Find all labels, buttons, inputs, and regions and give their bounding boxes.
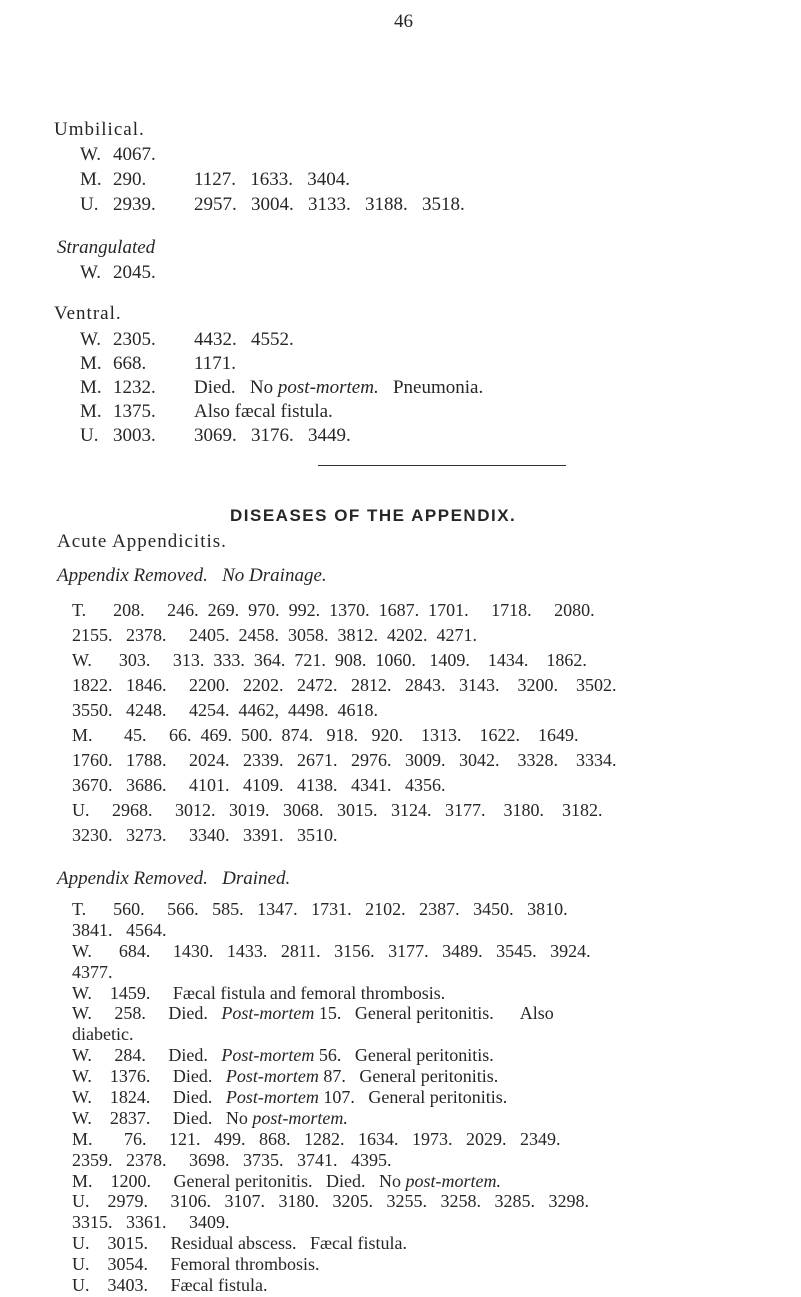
no-drainage-line: T. 208. 246. 269. 970. 992. 1370. 1687. 1701. 1718. 2080. [72,600,595,620]
drained-heading: Appendix Removed. Drained. [57,868,291,889]
drained-line: M. 1200. General peritonitis. Died. No post-mortem. [72,1171,501,1191]
ventral-rest: 1171. [194,353,237,374]
ventral-num: 668. [113,353,147,374]
strangulated-num: 2045. [113,262,156,283]
no-drainage-line: 1822. 1846. 2200. 2202. 2472. 2812. 2843. 3143. 3200. 3502. [72,675,617,695]
drained-line: U. 3403. Fæcal fistula. [72,1275,268,1295]
ventral-num: 2305. [113,329,156,350]
strangulated-code: W. [80,262,101,283]
umbilical-code: M. [80,169,102,190]
drained-line: T. 560. 566. 585. 1347. 1731. 2102. 2387. 3450. 3810. [72,899,568,919]
umbilical-code: W. [80,144,101,165]
ventral-num: 1375. [113,401,156,422]
umbilical-num: 2939. [113,194,156,215]
ventral-code: M. [80,377,102,398]
umbilical-code: U. [80,194,99,215]
ventral-rest: 4432. 4552. [194,329,294,350]
section-title: DISEASES OF THE APPENDIX. [230,506,517,525]
no-drainage-heading: Appendix Removed. No Drainage. [57,565,327,586]
drained-line: W. 1459. Fæcal fistula and femoral thrombosis. [72,983,446,1003]
drained-line: 2359. 2378. 3698. 3735. 3741. 4395. [72,1150,392,1170]
no-drainage-line: 1760. 1788. 2024. 2339. 2671. 2976. 3009. 3042. 3328. 3334. [72,750,617,770]
page-number: 46 [394,11,413,32]
drained-line: U. 2979. 3106. 3107. 3180. 3205. 3255. 3258. 3285. 3298. [72,1191,589,1211]
drained-line: W. 2837. Died. No post-mortem. [72,1108,348,1128]
drained-line: W. 1824. Died. Post-mortem 107. General peritonitis. [72,1087,508,1107]
drained-line: 3841. 4564. [72,920,167,940]
ventral-code: U. [80,425,99,446]
ventral-rest: Also fæcal fistula. [194,401,333,422]
ventral-rest: 3069. 3176. 3449. [194,425,351,446]
no-drainage-line: 3670. 3686. 4101. 4109. 4138. 4341. 4356. [72,775,446,795]
drained-line: 4377. [72,962,113,982]
no-drainage-line: 3230. 3273. 3340. 3391. 3510. [72,825,338,845]
no-drainage-line: U. 2968. 3012. 3019. 3068. 3015. 3124. 3177. 3180. 3182. [72,800,603,820]
divider-rule [318,465,566,466]
ventral-rest: Died. No post-mortem. Pneumonia. [194,377,484,398]
no-drainage-line: 2155. 2378. 2405. 2458. 3058. 3812. 4202. 4271. [72,625,477,645]
umbilical-rest: 1127. 1633. 3404. [194,169,351,190]
ventral-num: 1232. [113,377,156,398]
no-drainage-line: M. 45. 66. 469. 500. 874. 918. 920. 1313. 1622. 1649. [72,725,579,745]
drained-line: M. 76. 121. 499. 868. 1282. 1634. 1973. 2029. 2349. [72,1129,561,1149]
drained-line: W. 258. Died. Post-mortem 15. General peritonitis. Also [72,1003,554,1023]
ventral-heading: Ventral. [54,303,122,324]
drained-line: W. 684. 1430. 1433. 2811. 3156. 3177. 3489. 3545. 3924. [72,941,591,961]
ventral-code: W. [80,329,101,350]
umbilical-num: 4067. [113,144,156,165]
acute-appendicitis-heading: Acute Appendicitis. [57,531,227,552]
umbilical-num: 290. [113,169,147,190]
no-drainage-line: W. 303. 313. 333. 364. 721. 908. 1060. 1409. 1434. 1862. [72,650,587,670]
umbilical-heading: Umbilical. [54,119,145,140]
ventral-code: M. [80,353,102,374]
ventral-num: 3003. [113,425,156,446]
drained-line: U. 3054. Femoral thrombosis. [72,1254,320,1274]
drained-line: U. 3015. Residual abscess. Fæcal fistula. [72,1233,407,1253]
ventral-code: M. [80,401,102,422]
no-drainage-line: 3550. 4248. 4254. 4462, 4498. 4618. [72,700,378,720]
drained-line: W. 284. Died. Post-mortem 56. General peritonitis. [72,1045,494,1065]
drained-line: diabetic. [72,1024,134,1044]
strangulated-heading: Strangulated [57,237,156,258]
umbilical-rest: 2957. 3004. 3133. 3188. 3518. [194,194,465,215]
drained-line: W. 1376. Died. Post-mortem 87. General peritonitis. [72,1066,499,1086]
drained-line: 3315. 3361. 3409. [72,1212,230,1232]
